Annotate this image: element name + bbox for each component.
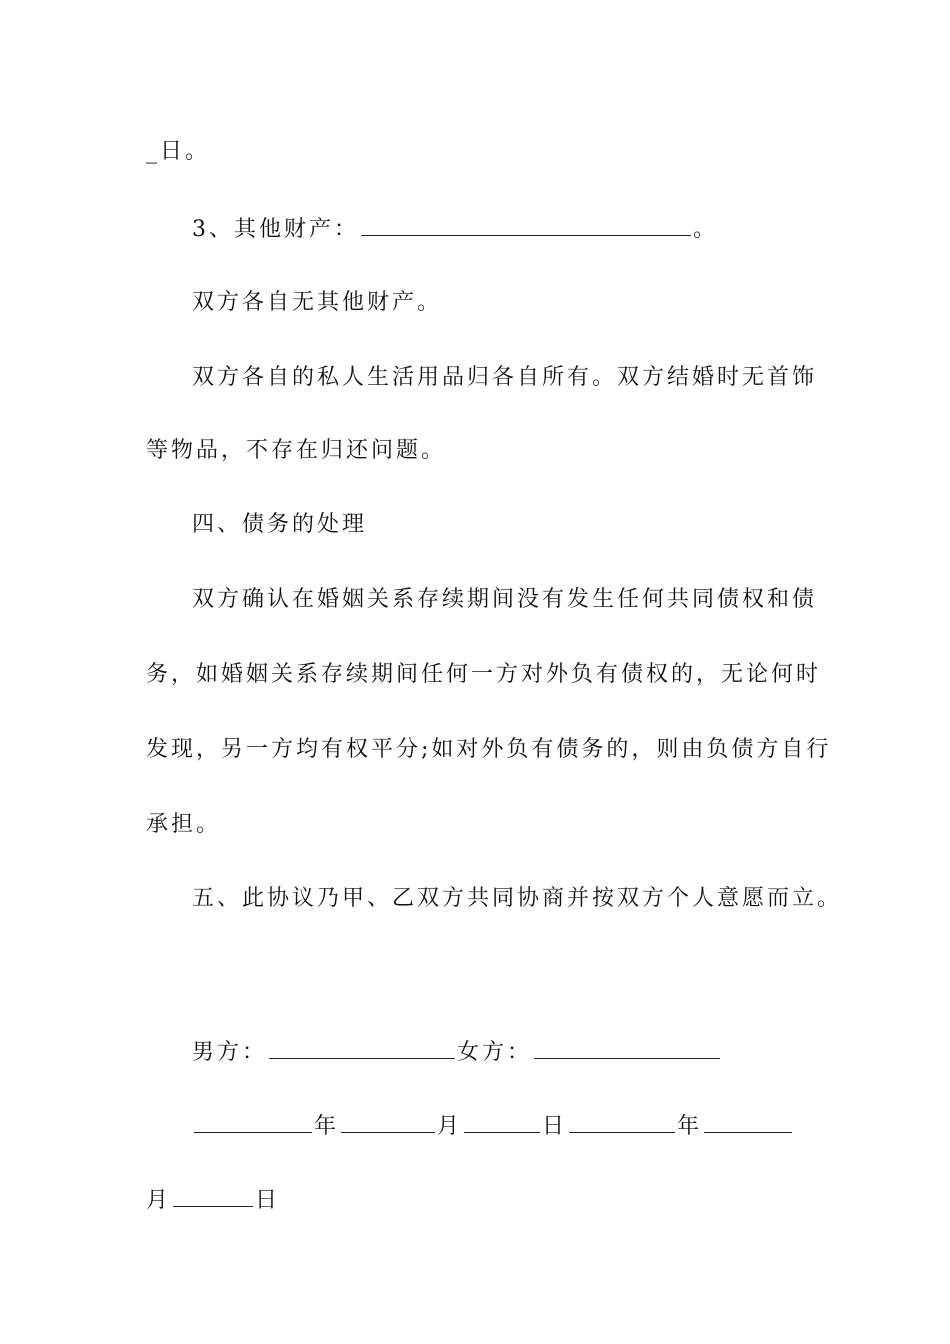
other-property-blank[interactable] xyxy=(361,213,691,236)
other-property-line xyxy=(192,213,718,245)
text-line-10: 承担。 xyxy=(146,812,222,837)
date-line-1 xyxy=(192,1110,794,1142)
male-day-blank[interactable] xyxy=(464,1110,540,1133)
section-heading-agreement: 五、此协议乃甲、乙双方共同协商并按双方个人意愿而立。 xyxy=(192,886,843,911)
female-month-blank-start[interactable] xyxy=(704,1110,792,1133)
text-line-8: 务，如婚姻关系存续期间任何一方对外负有债权的，无论何时 xyxy=(146,662,822,687)
month-label: 月 xyxy=(437,1114,463,1139)
day-label-2: 日 xyxy=(255,1188,281,1213)
month-label-2: 月 xyxy=(146,1188,172,1213)
text-line-9: 发现，另一方均有权平分;如对外负有债务的，则由负债方自行 xyxy=(146,737,832,762)
other-property-label: 3、其他财产： xyxy=(192,217,359,242)
section-heading-debt: 四、债务的处理 xyxy=(192,512,368,537)
male-label: 男方： xyxy=(192,1040,268,1065)
female-label: 女方： xyxy=(457,1040,533,1065)
text-line-4: 双方各自的私人生活用品归各自所有。双方结婚时无首饰 xyxy=(192,365,818,390)
female-year-blank[interactable] xyxy=(569,1110,675,1133)
male-year-blank[interactable] xyxy=(194,1110,312,1133)
year-label: 年 xyxy=(314,1114,340,1139)
day-label: 日 xyxy=(542,1114,568,1139)
year-label-2: 年 xyxy=(677,1114,703,1139)
text-line-1: _日。 xyxy=(146,139,211,164)
signature-line xyxy=(192,1036,722,1068)
text-line-7: 双方确认在婚姻关系存续期间没有发生任何共同债权和债 xyxy=(192,587,818,612)
date-line-2 xyxy=(146,1184,280,1216)
text-line-5: 等物品，不存在归还问题。 xyxy=(146,438,447,463)
female-day-blank[interactable] xyxy=(173,1184,253,1207)
male-signature-blank[interactable] xyxy=(269,1036,455,1059)
male-month-blank[interactable] xyxy=(341,1110,435,1133)
female-signature-blank[interactable] xyxy=(534,1036,720,1059)
text-line-3: 双方各自无其他财产。 xyxy=(192,290,443,315)
other-property-end: 。 xyxy=(693,217,719,242)
